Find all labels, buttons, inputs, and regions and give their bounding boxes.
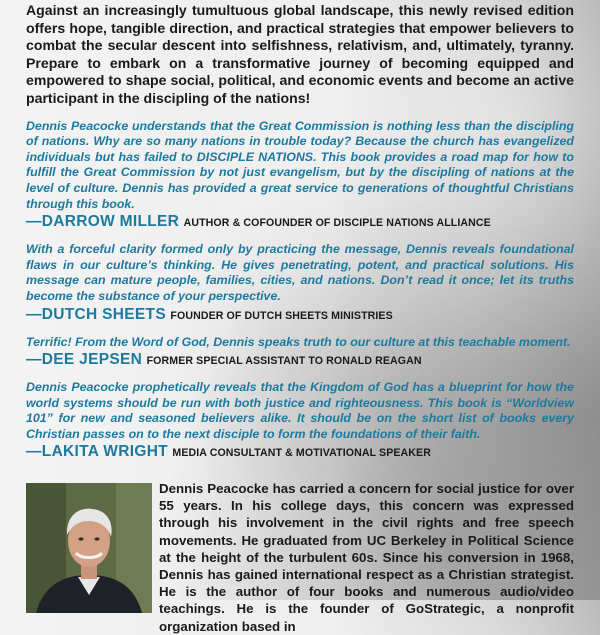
author-bio-section xyxy=(26,480,574,634)
endorser-title: FOUNDER OF DUTCH SHEETS MINISTRIES xyxy=(170,309,393,322)
endorser-title: MEDIA CONSULTANT & MOTIVATIONAL SPEAKER xyxy=(172,447,431,460)
back-cover xyxy=(26,0,574,461)
endorser-name: —DUTCH SHEETS xyxy=(26,305,166,323)
endorsement-attribution xyxy=(26,351,574,369)
endorser-title: AUTHOR & COFOUNDER OF DISCIPLE NATIONS ALLIANCE xyxy=(183,217,491,230)
author-bio: Dennis Peacocke has carried a concern for social justice for over 55 years. In his college days, this concern was expressed through his involvement in the civil rights and free speech movements. He graduated from UC Berkeley in Political Science at the height of the turbulent 60s. Since his conversion in 1968, Dennis has gained international respect as a Christian strategist. He is the author of four books and numerous audio/video teachings. He is the founder of GoStrategic, a nonprofit organization based in xyxy=(159,481,574,634)
endorsement-attribution xyxy=(26,306,574,324)
endorsement-quote: With a forceful clarity formed only by practicing the message, Dennis reveals foundational flaws in our culture’s thinking. He gives penetrating, potent, and practical solutions. His message can mature people, families, cities, and nations. Don’t read it once; let its truths become the substance of your perspective. xyxy=(26,242,574,303)
endorsement-quote: Dennis Peacocke prophetically reveals that the Kingdom of God has a blueprint for how the world systems should be run with both justice and righteousness. This book is “Worldview 101” for new and seasoned believers alike. It should be on the short list of books every Christian passes on to the next disciple to form the foundations of their faith. xyxy=(26,380,574,441)
endorsement xyxy=(26,335,574,370)
endorser-name: —DARROW MILLER xyxy=(26,213,180,231)
endorsement xyxy=(26,242,574,323)
endorsement xyxy=(26,380,574,461)
intro-paragraph: Against an increasingly tumultuous global landscape, this newly revised edition offers hope, tangible direction, and practical strategies that empower believers to combat the secular descent into selfishness, relativism, and, ultimately, tyranny. Prepare to embark on a transformative journey of becoming equipped and empowered to shape social, political, and economic events and become an active participant in the discipling of the nations! xyxy=(26,2,574,106)
endorser-title: FORMER SPECIAL ASSISTANT TO RONALD REAGAN xyxy=(146,355,422,368)
endorsement xyxy=(26,119,574,232)
endorser-name: —DEE JEPSEN xyxy=(26,351,143,369)
endorsement-attribution xyxy=(26,213,574,231)
endorsement-quote: Dennis Peacocke understands that the Great Commission is nothing less than the discipling of nations. Why are so many nations in trouble today? Because the church has evangelized individuals but has failed to DISCIPLE NATIONS. This book provides a road map for how to fulfill the Great Commission by not just evangelism, but by the discipling of nations at the level of culture. Dennis has provided a great service to generations of thoughtful Christians through this book. xyxy=(26,118,574,211)
endorsement-quote: Terrific! From the Word of God, Dennis speaks truth to our culture at this teachable moment. xyxy=(26,334,571,349)
endorsement-attribution xyxy=(26,443,574,461)
endorser-name: —LAKITA WRIGHT xyxy=(26,443,168,461)
author-photo xyxy=(26,483,152,613)
author-portrait-icon xyxy=(26,483,152,613)
